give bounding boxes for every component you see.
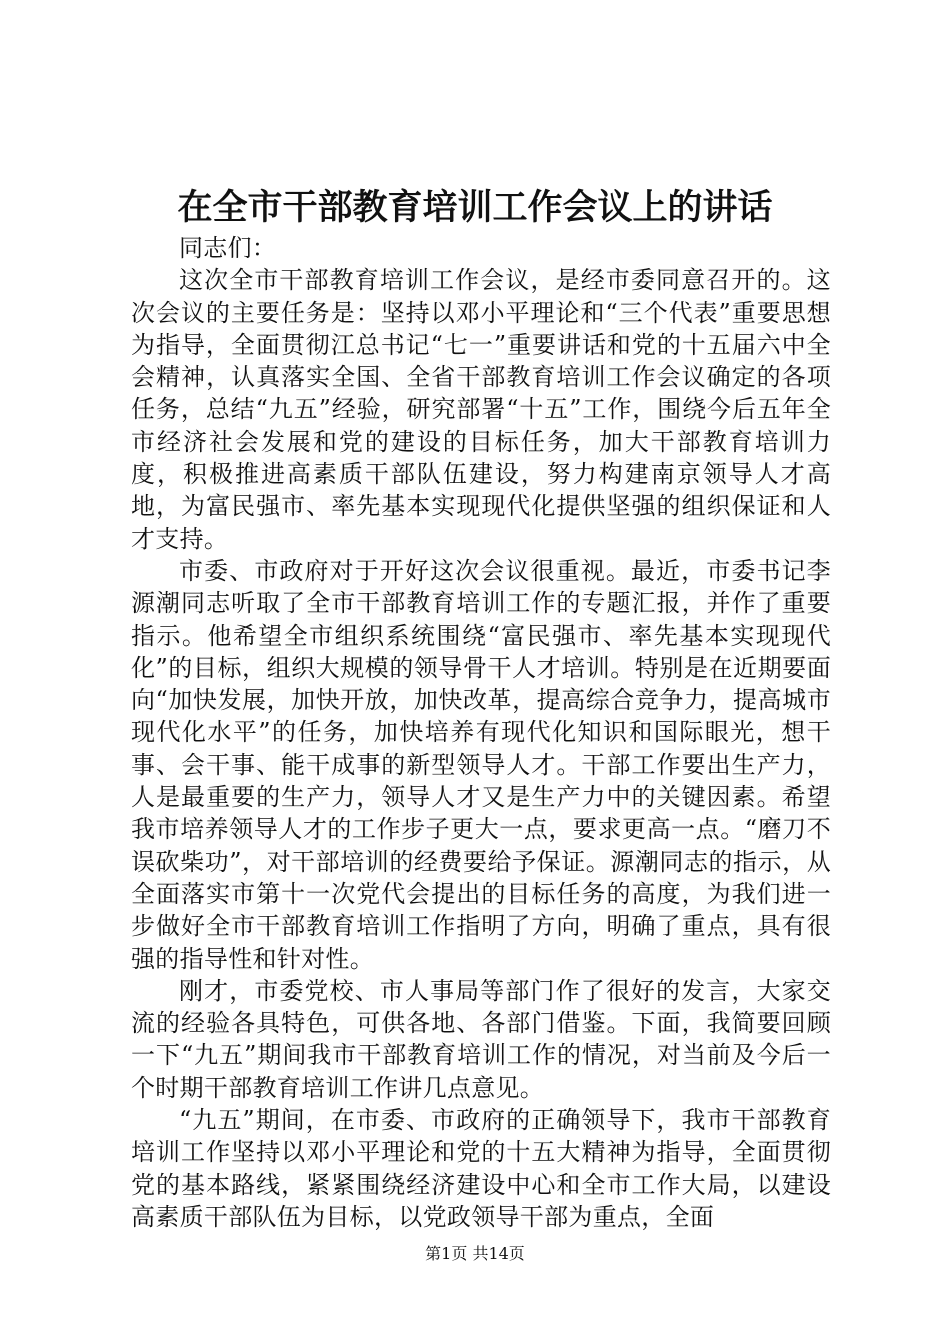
- paragraph-1: 这次全市干部教育培训工作会议，是经市委同意召开的。这次会议的主要任务是：坚持以邓小平理论和“三个代表”重要思想为指导，全面贯彻江总书记“七一”重要讲话和党的十五届六中全会精神，认真落实全国、全省干部教育培训工作会议确定的各项任务，总结“九五”经验，研究部署“十五”工作，围绕今后五年全市经济社会发展和党的建设的目标任务，加大干部教育培训力度，积极推进高素质干部队伍建设，努力构建南京领导人才高地，为富民强市、率先基本实现现代化提供坚强的组织保证和人才支持。: [131, 266, 831, 553]
- document-body: [131, 232, 831, 1233]
- page-number-footer: 第1页 共14页: [425, 1244, 525, 1263]
- paragraph-4: “九五”期间，在市委、市政府的正确领导下，我市干部教育培训工作坚持以邓小平理论和党的十五大精神为指导，全面贯彻党的基本路线，紧紧围绕经济建设中心和全市工作大局，以建设高素质干部队伍为目标，以党政领导干部为重点，全面: [131, 1106, 831, 1231]
- paragraph-2: 市委、市政府对于开好这次会议很重视。最近，市委书记李源潮同志听取了全市干部教育培训工作的专题汇报，并作了重要指示。他希望全市组织系统围绕“富民强市、率先基本实现现代化”的目标，组织大规模的领导骨干人才培训。特别是在近期要面向“加快发展，加快开放，加快改革，提高综合竞争力，提高城市现代化水平”的任务，加快培养有现代化知识和国际眼光，想干事、会干事、能干成事的新型领导人才。干部工作要出生产力，人是最重要的生产力，领导人才又是生产力中的关键因素。希望我市培养领导人才的工作步子更大一点，要求更高一点。“磨刀不误砍柴功”，对干部培训的经费要给予保证。源潮同志的指示，从全面落实市第十一次党代会提出的目标任务的高度，为我们进一步做好全市干部教育培训工作指明了方向，明确了重点，具有很强的指导性和针对性。: [131, 556, 831, 973]
- salutation: 同志们：: [179, 234, 277, 262]
- document-title: 在全市干部教育培训工作会议上的讲话: [177, 188, 773, 228]
- paragraph-3: 刚才，市委党校、市人事局等部门作了很好的发言，大家交流的经验各具特色，可供各地、各部门借鉴。下面，我简要回顾一下“九五”期间我市干部教育培训工作的情况，对当前及今后一个时期干部教育培训工作讲几点意见。: [131, 976, 831, 1102]
